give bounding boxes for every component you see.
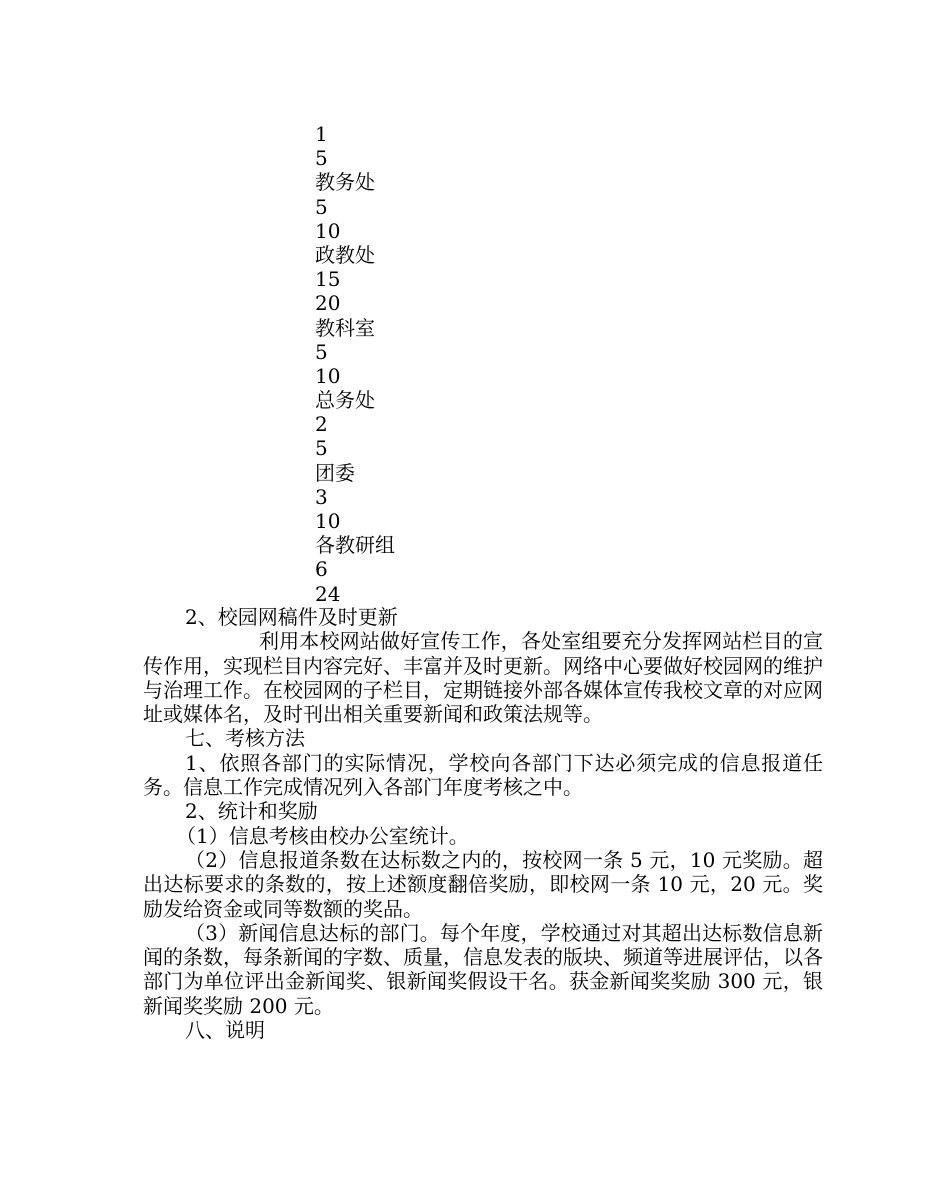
table-cell-department: 政教处 bbox=[315, 242, 375, 267]
section-heading: 七、考核方法 bbox=[185, 726, 305, 751]
table-cell-department: 教务处 bbox=[315, 170, 375, 195]
table-cell: 5 bbox=[315, 436, 328, 461]
list-item: （2）信息报道条数在达标数之内的，按校网一条 5 元，10 元奖励。超出达标要求的条数的，按上述额度翻倍奖励，即校网一条 10 元，20 元。奖励发给资金或同等数额的奖品。 bbox=[143, 847, 823, 921]
section-heading: 八、说明 bbox=[185, 1018, 265, 1043]
list-item: （1）信息考核由校办公室统计。 bbox=[176, 823, 469, 848]
paragraph: 利用本校网站做好宣传工作，各处室组要充分发挥网站栏目的宣传作用，实现栏目内容完好、丰富并及时更新。网络中心要做好校园网的维护与治理工作。在校园网的子栏目，定期链接外部各媒体宣传我校文章的对应网址或媒体名，及时刊出相关重要新闻和政策法规等。 bbox=[143, 629, 823, 727]
table-cell: 5 bbox=[315, 339, 328, 364]
table-cell: 5 bbox=[315, 194, 328, 219]
quota-table-cells bbox=[315, 122, 715, 606]
table-cell: 2 bbox=[315, 412, 328, 437]
table-cell-department: 总务处 bbox=[315, 388, 375, 413]
table-cell: 10 bbox=[315, 363, 341, 388]
table-cell-department: 各教研组 bbox=[315, 533, 395, 558]
table-cell-department: 团委 bbox=[315, 460, 355, 485]
table-cell: 10 bbox=[315, 509, 341, 533]
table-cell-department: 教科室 bbox=[315, 315, 375, 340]
table-cell: 1 bbox=[315, 122, 328, 146]
table-cell: 15 bbox=[315, 267, 341, 292]
document-body bbox=[143, 605, 823, 1042]
subsection-heading: 2、统计和奖励 bbox=[185, 799, 318, 824]
table-cell: 3 bbox=[315, 484, 328, 509]
list-item: （3）新闻信息达标的部门。每个年度，学校通过对其超出达标数信息新闻的条数，每条新闻的字数、质量，信息发表的版块、频道等进展评估，以各部门为单位评出金新闻奖、银新闻奖假设干名。获金新闻奖奖励 300 元，银新闻奖奖励 200 元。 bbox=[143, 920, 823, 1018]
table-cell: 24 bbox=[315, 581, 341, 606]
section-heading: 2、校园网稿件及时更新 bbox=[185, 605, 398, 629]
table-cell: 20 bbox=[315, 291, 341, 316]
table-cell: 5 bbox=[315, 146, 328, 171]
table-cell: 6 bbox=[315, 557, 328, 582]
table-cell: 10 bbox=[315, 218, 341, 243]
paragraph: 1、依照各部门的实际情况，学校向各部门下达必须完成的信息报道任务。信息工作完成情况列入各部门年度考核之中。 bbox=[143, 750, 823, 800]
